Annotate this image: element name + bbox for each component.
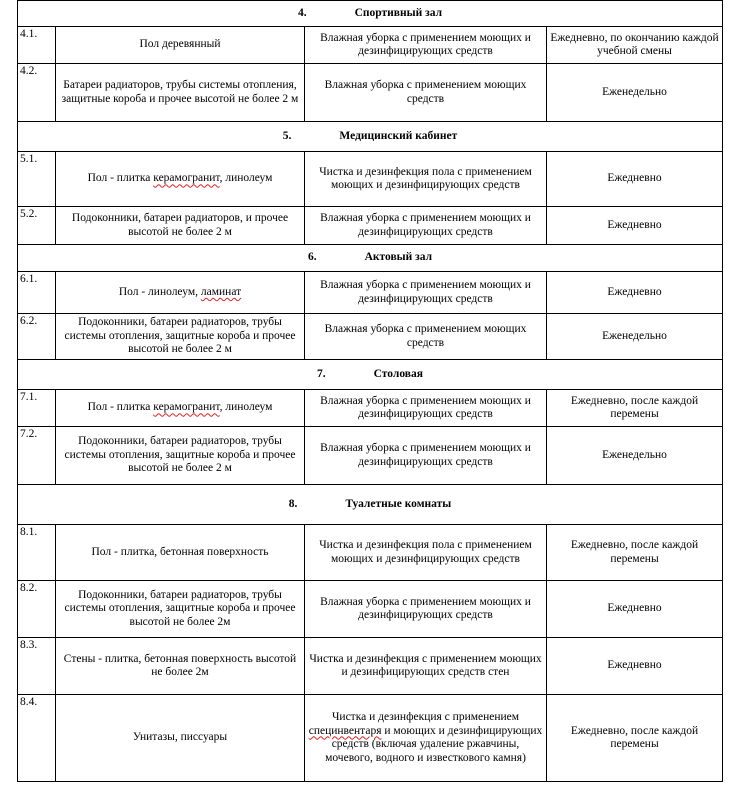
row-number: 5.1. <box>18 152 56 207</box>
method-cell: Влажная уборка с применением моющих и дезинфицирующих средств <box>305 27 547 64</box>
surface-cell: Унитазы, писсуары <box>56 695 305 782</box>
spellcheck-word: керамогранит <box>153 401 220 414</box>
surface-cell <box>56 272 305 314</box>
method-cell: Влажная уборка с применением моющих средств <box>305 314 547 360</box>
row-number: 8.4. <box>18 695 56 782</box>
section-header <box>18 485 723 525</box>
section-number: 6. <box>307 251 317 264</box>
table-row <box>18 427 723 485</box>
section-header <box>18 122 723 152</box>
surface-text: Пол - плитка <box>87 172 154 185</box>
method-cell: Чистка и дезинфекция с применением моющих и дезинфицирующих средств стен <box>305 638 547 695</box>
frequency-cell: Ежедневно <box>547 638 723 695</box>
section-header <box>18 360 723 390</box>
section-header-row <box>18 485 723 525</box>
surface-cell: Подоконники, батареи радиаторов, трубы системы отопления, защитные короба и прочее высотой не более 2м <box>56 581 305 638</box>
frequency-cell: Еженедельно <box>547 427 723 485</box>
frequency-cell: Ежедневно <box>547 581 723 638</box>
method-cell: Влажная уборка с применением моющих и дезинфицирующих средств <box>305 272 547 314</box>
frequency-cell: Ежедневно <box>547 152 723 207</box>
frequency-cell: Ежедневно <box>547 272 723 314</box>
frequency-cell: Еженедельно <box>547 314 723 360</box>
surface-text: , линолеум <box>219 401 273 414</box>
row-number: 8.3. <box>18 638 56 695</box>
table-row <box>18 525 723 581</box>
section-number: 7. <box>317 367 326 380</box>
frequency-cell: Ежедневно, после каждой перемены <box>547 525 723 581</box>
method-cell: Влажная уборка с применением моющих и дезинфицирующих средств <box>305 581 547 638</box>
table-row <box>18 390 723 427</box>
surface-text: , линолеум <box>219 172 273 185</box>
table-row <box>18 207 723 245</box>
cleaning-schedule-table <box>17 0 723 782</box>
section-header <box>18 245 723 272</box>
section-title: Столовая <box>373 367 423 380</box>
surface-cell: Стены - плитка, бетонная поверхность высотой не более 2м <box>56 638 305 695</box>
section-number: 4. <box>297 6 307 19</box>
frequency-cell: Ежедневно <box>547 207 723 245</box>
table-row <box>18 695 723 782</box>
row-number: 6.2. <box>18 314 56 360</box>
surface-cell: Пол - плитка, бетонная поверхность <box>56 525 305 581</box>
row-number: 4.1. <box>18 27 56 64</box>
section-header-row <box>18 122 723 152</box>
surface-cell: Подоконники, батареи радиаторов, трубы системы отопления, защитные короба и прочее высотой не более 2 м <box>56 427 305 485</box>
table-row <box>18 638 723 695</box>
row-number: 6.1. <box>18 272 56 314</box>
section-title: Туалетные комнаты <box>345 497 452 510</box>
section-title: Медицинский кабинет <box>339 129 458 142</box>
method-cell: Чистка и дезинфекция пола с применением моющих и дезинфицирующих средств <box>305 152 547 207</box>
surface-cell: Батареи радиаторов, трубы системы отопления, защитные короба и прочее высотой не более 2 м <box>56 64 305 122</box>
row-number: 7.2. <box>18 427 56 485</box>
section-number: 5. <box>282 129 292 142</box>
row-number: 7.1. <box>18 390 56 427</box>
row-number: 4.2. <box>18 64 56 122</box>
surface-cell: Подоконники, батареи радиаторов, трубы системы отопления, защитные короба и прочее высотой не более 2 м <box>56 314 305 360</box>
surface-text: Пол - линолеум, <box>118 285 201 298</box>
section-number: 8. <box>288 497 298 510</box>
frequency-cell: Ежедневно, по окончанию каждой учебной смены <box>547 27 723 64</box>
spellcheck-word: керамогранит <box>153 172 220 185</box>
row-number: 8.2. <box>18 581 56 638</box>
table-row <box>18 27 723 64</box>
method-cell: Влажная уборка с применением моющих и дезинфицирующих средств <box>305 427 547 485</box>
table-row <box>18 581 723 638</box>
table-row <box>18 314 723 360</box>
method-cell <box>305 695 547 782</box>
method-cell: Влажная уборка с применением моющих и дезинфицирующих средств <box>305 207 547 245</box>
section-header <box>18 1 723 27</box>
row-number: 8.1. <box>18 525 56 581</box>
frequency-cell: Ежедневно, после каждой перемены <box>547 390 723 427</box>
surface-text: Пол - плитка <box>87 401 154 414</box>
table-row <box>18 152 723 207</box>
spellcheck-word: ламинат <box>200 285 242 298</box>
surface-cell <box>56 390 305 427</box>
spellcheck-word: специнвентаря <box>308 724 382 737</box>
method-text: Чистка и дезинфекция с применением <box>331 711 520 723</box>
section-header-row <box>18 360 723 390</box>
section-title: Спортивный зал <box>354 6 443 19</box>
section-title: Актовый зал <box>364 251 433 264</box>
section-header-row <box>18 1 723 27</box>
frequency-cell: Еженедельно <box>547 64 723 122</box>
row-number: 5.2. <box>18 207 56 245</box>
surface-cell: Подоконники, батареи радиаторов, и прочее высотой не более 2 м <box>56 207 305 245</box>
surface-cell: Пол деревянный <box>56 27 305 64</box>
surface-cell <box>56 152 305 207</box>
table-row <box>18 64 723 122</box>
section-header-row <box>18 245 723 272</box>
frequency-cell: Ежедневно, после каждой перемены <box>547 695 723 782</box>
method-text: и моющих и дезинфицирующих средств (включая удаление ржавчины, мочевого, водного и известкового камня) <box>325 724 543 764</box>
table-row <box>18 272 723 314</box>
method-cell: Влажная уборка с применением моющих средств <box>305 64 547 122</box>
method-cell: Влажная уборка с применением моющих и дезинфицирующих средств <box>305 390 547 427</box>
method-cell: Чистка и дезинфекция пола с применением моющих и дезинфицирующих средств <box>305 525 547 581</box>
